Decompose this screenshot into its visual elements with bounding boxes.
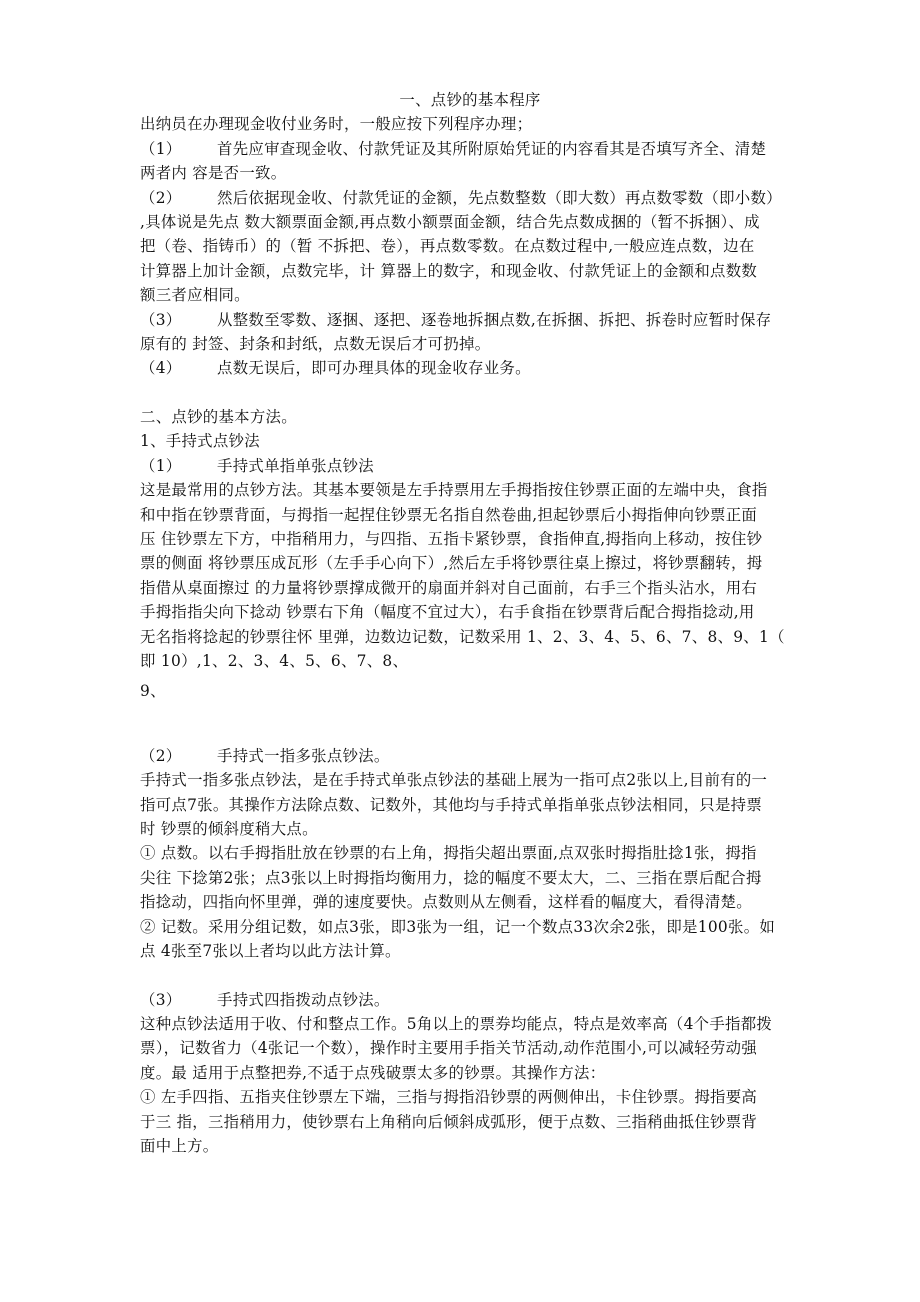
method-2-number: （2）: [140, 746, 182, 765]
step-4-line-1: （4） 点数无误后，即可办理具体的现金收存业务。: [140, 356, 800, 380]
step-2-line-3: 把（卷、指铸币）的（暂 不拆把、卷），再点数零数。在点数过程中,一般应连点数，边在: [140, 237, 755, 256]
method-2-line-7: ② 记数。采用分组记数，如点3张，即3张为一组，记一个数点33次余2张，即是100张。如: [140, 917, 776, 936]
method-1-tail: 9、: [140, 682, 166, 701]
step-2-number: （2）: [140, 188, 182, 207]
section2-subtitle: 1、手持式点钞法: [140, 432, 260, 451]
method-1-heading: （1） 手持式单指单张点钞法: [140, 454, 800, 478]
document-page: [140, 88, 800, 1158]
step-3-line-1: （3） 从整数至零数、逐捆、逐把、逐卷地拆捆点数,在拆捆、拆把、拆卷时应暂时保存: [140, 308, 800, 332]
method-1-line-6: 手拇指指尖向下捻动 钞票右下角（幅度不宜过大），右手食指在钞票背后配合拇指捻动,用: [140, 603, 755, 622]
spacer: [140, 704, 800, 744]
method-1-line-4: 票的侧面 将钞票压成瓦形（左手手心向下）,然后左手将钞票往桌上擦过，将钞票翻转，拇: [140, 554, 763, 573]
section2-title: 二、点钞的基本方法。: [140, 408, 297, 427]
step-2-line-2: ,具体说是先点 数大额票面金额,再点数小额票面金额，结合先点数成捆的（暂不拆捆）、成: [140, 212, 760, 231]
method-1-line-7: 无名指将捻起的钞票往怀 里弹，边数边记数，记数采用 1、2、3、4、5、6、7、8、9、1（: [140, 627, 785, 646]
method-2-line-5: 尖往 下捻第2张；点3张以上时拇指均衡用力，捻的幅度不要太大，二、三指在票后配合拇: [140, 868, 762, 887]
method-3-line-2: 票），记数省力（4张记一个数），操作时主要用手指关节活动,动作范围小,可以减轻劳动强: [140, 1039, 758, 1058]
method-3-heading: （3） 手持式四指拨动点钞法。: [140, 988, 800, 1012]
method-3-line-5: 于三 指，三指稍用力，使钞票右上角稍向后倾斜成弧形，便于点数、三指稍曲抵住钞票背: [140, 1112, 758, 1131]
method-1-line-8: 即 10）,1、2、3、4、5、6、7、8、: [140, 651, 409, 670]
step-2-line-4: 计算器上加计金额，点数完毕，计 算器上的数字，和现金收、付款凭证上的金额和点数数: [140, 261, 758, 280]
step-4-number: （4）: [140, 359, 182, 378]
spacer: [140, 963, 800, 987]
method-2-line-3: 时 钞票的倾斜度稍大点。: [140, 819, 318, 838]
spacer: [140, 381, 800, 405]
section1-title: 一、点钞的基本程序: [399, 91, 541, 109]
method-2-line-1: 手持式一指多张点钞法，是在手持式单张点钞法的基础上展为一指可点2张以上,目前有的一: [140, 771, 768, 790]
step-2-line-5: 额三者应相同。: [140, 286, 250, 305]
method-1-number: （1）: [140, 456, 182, 475]
method-3-line-4: ① 左手四指、五指夹住钞票左下端，三指与拇指沿钞票的两侧伸出，卡住钞票。拇指要高: [140, 1088, 758, 1107]
step-1-line-1: （1） 首先应审查现金收、付款凭证及其所附原始凭证的内容看其是否填写齐全、清楚: [140, 137, 800, 161]
method-3-line-6: 面中上方。: [140, 1137, 219, 1156]
method-1-line-3: 压 住钞票左下方，中指稍用力，与四指、五指卡紧钞票，食指伸直,拇指向上移动，按住钞: [140, 530, 763, 549]
method-1-line-5: 指借从桌面擦过 的力量将钞票撑成微开的扇面并斜对自己面前，右手三个指头沾水，用右: [140, 578, 758, 597]
method-3-line-1: 这种点钞法适用于收、付和整点工作。5角以上的票券均能点，特点是效率高（4个手指都拨: [140, 1015, 773, 1034]
step-3-line-2: 原有的 封签、封条和封纸，点数无误后才可扔掉。: [140, 334, 491, 353]
step-1-line-2: 两者内 容是否一致。: [140, 164, 287, 183]
method-3-line-3: 度。最 适用于点整把券,不适于点残破票太多的钞票。其操作方法：: [140, 1063, 606, 1082]
method-2-line-8: 点 4张至7张以上者均以此方法计算。: [140, 941, 401, 960]
method-1-line-2: 和中指在钞票背面，与拇指一起捏住钞票无名指自然卷曲,担起钞票后小拇指伸向钞票正面: [140, 505, 758, 524]
method-2-line-2: 指可点7张。其操作方法除点数、记数外，其他均与手持式单指单张点钞法相同，只是持票: [140, 795, 763, 814]
step-2-line-1: （2） 然后依据现金收、付款凭证的金额，先点数整数（即大数）再点数零数（即小数）: [140, 186, 800, 210]
step-1-number: （1）: [140, 139, 182, 158]
method-1-line-1: 这是最常用的点钞方法。其基本要领是左手持票用左手拇指按住钞票正面的左端中央，食指: [140, 481, 768, 500]
method-2-line-6: 指捻动，四指向怀里弹，弹的速度要快。点数则从左侧看，这样看的幅度大，看得清楚。: [140, 893, 752, 912]
section1-intro: 出纳员在办理现金收付业务时，一般应按下列程序办理；: [140, 115, 533, 134]
step-3-number: （3）: [140, 310, 182, 329]
method-3-number: （3）: [140, 990, 182, 1009]
method-2-heading: （2） 手持式一指多张点钞法。: [140, 744, 800, 768]
method-2-line-4: ① 点数。以右手拇指肚放在钞票的右上角，拇指尖超出票面,点双张时拇指肚捻1张，拇指: [140, 844, 757, 863]
